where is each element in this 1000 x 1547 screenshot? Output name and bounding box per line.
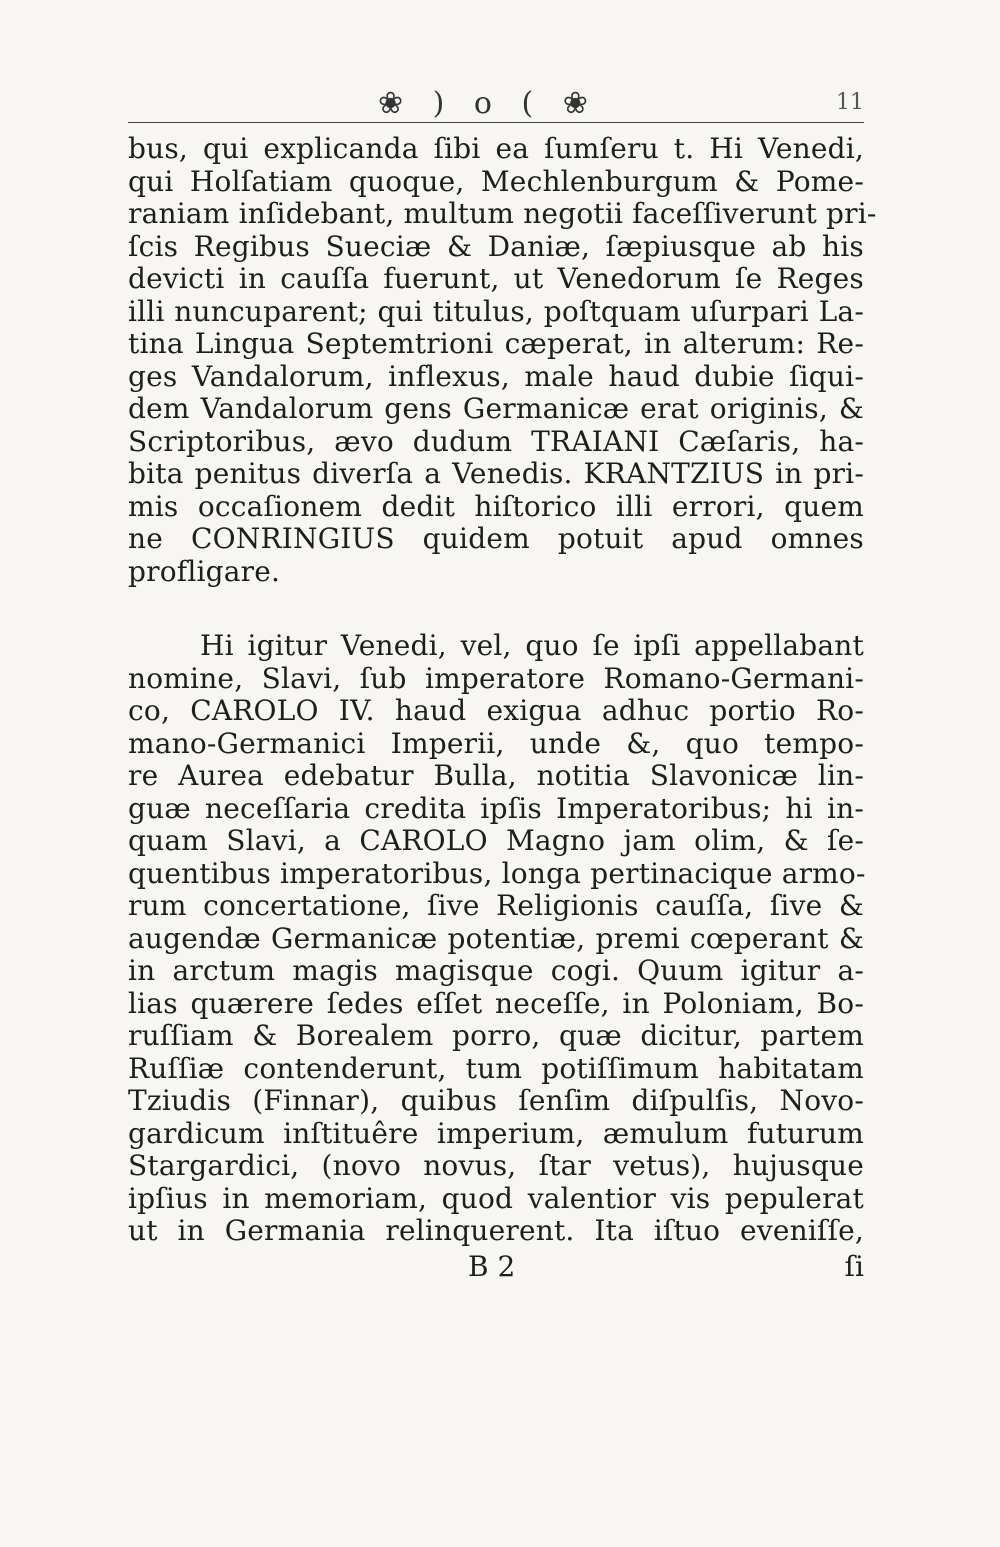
text-line: ut in Germania relinquerent. Ita iſtuo eveniſſe, (128, 1214, 864, 1247)
paragraph-2 (128, 630, 864, 1248)
text-line: mis occaſionem dedit hiſtorico illi errori, quem (128, 489, 864, 523)
text-line: profligare. (128, 554, 281, 588)
text-line: quam Slavi, a CAROLO Magno jam olim, & ſe- (128, 824, 864, 857)
running-header (128, 86, 864, 123)
text-line: ipſius in memoriam, quod valentior vis pepulerat (128, 1181, 864, 1215)
text-line: guæ neceſſaria credita ipſis Imperatoribus; hi in- (128, 791, 864, 825)
text-line: raniam inſidebant, multum negotii faceſſiverunt pri- (128, 197, 877, 230)
text-line: Scriptoribus, ævo dudum TRAIANI Cæſaris, ha- (128, 424, 864, 458)
text-line: bita penitus diverſa a Venedis. KRANTZIUS in pri- (128, 457, 864, 490)
text-line: mano-Germanici Imperii, unde &, quo tempo- (128, 726, 864, 760)
text-line: lias quærere ſedes eſſet neceſſe, in Poloniam, Bo- (128, 986, 864, 1020)
book-page (128, 86, 877, 1286)
text-line: ges Vandalorum, inflexus, male haud dubie ſiqui- (128, 359, 864, 393)
text-line: bus, qui explicanda ſibi ea ſumſeru t. Hi Venedi, (128, 132, 864, 165)
signature-mark: B 2 (468, 1249, 516, 1283)
text-line: Ruſſiæ contenderunt, tum potiſſimum habitatam (128, 1051, 864, 1085)
page-footer (128, 1250, 864, 1286)
text-line: rum concertatione, ſive Religionis cauſſa, ſive & (128, 889, 864, 922)
text-line: re Aurea edebatur Bulla, notitia Slavonicæ lin- (128, 759, 864, 792)
text-line: quentibus imperatoribus, longa pertinacique armo- (128, 856, 866, 890)
text-line: dem Vandalorum gens Germanicæ erat originis, & (128, 392, 864, 425)
text-line: illi nuncuparent; qui titulus, poſtquam uſurpari La- (128, 294, 864, 328)
text-line: Stargardici, (novo novus, ſtar vetus), hujusque (128, 1149, 864, 1182)
page-number: 11 (836, 90, 864, 115)
text-line: gardicum inſtituêre imperium, æmulum futurum (128, 1116, 864, 1150)
header-ornament: ❀ ) o ( ❀ (378, 86, 598, 121)
text-line: ſcis Regibus Sueciæ & Daniæ, ſæpiusque ab his (128, 229, 864, 263)
text-line: Hi igitur Venedi, vel, quo ſe ipſi appellabant (200, 629, 864, 662)
text-line: qui Holſatiam quoque, Mechlenburgum & Pome- (128, 164, 864, 198)
text-line: nomine, Slavi, ſub imperatore Romano-Germani- (128, 661, 864, 695)
catchword: ſi (844, 1249, 864, 1283)
text-line: Tziudis (Finnar), quibus ſenſim diſpulſis, Novo- (128, 1084, 864, 1117)
text-line: ne CONRINGIUS quidem potuit apud omnes (128, 522, 864, 555)
text-line: tina Lingua Septemtrioni cæperat, in alterum: Re- (128, 327, 864, 360)
text-line: in arctum magis magisque cogi. Quum igitur a- (128, 954, 864, 987)
paragraph-1 (128, 132, 877, 588)
text-line: co, CAROLO IV. haud exigua adhuc portio Ro- (128, 694, 864, 727)
text-line: augendæ Germanicæ potentiæ, premi cœperant & (128, 921, 864, 955)
text-line: ruſſiam & Borealem porro, quæ dicitur, partem (128, 1019, 864, 1052)
text-line: devicti in cauſſa fuerunt, ut Venedorum ſe Reges (128, 262, 864, 295)
